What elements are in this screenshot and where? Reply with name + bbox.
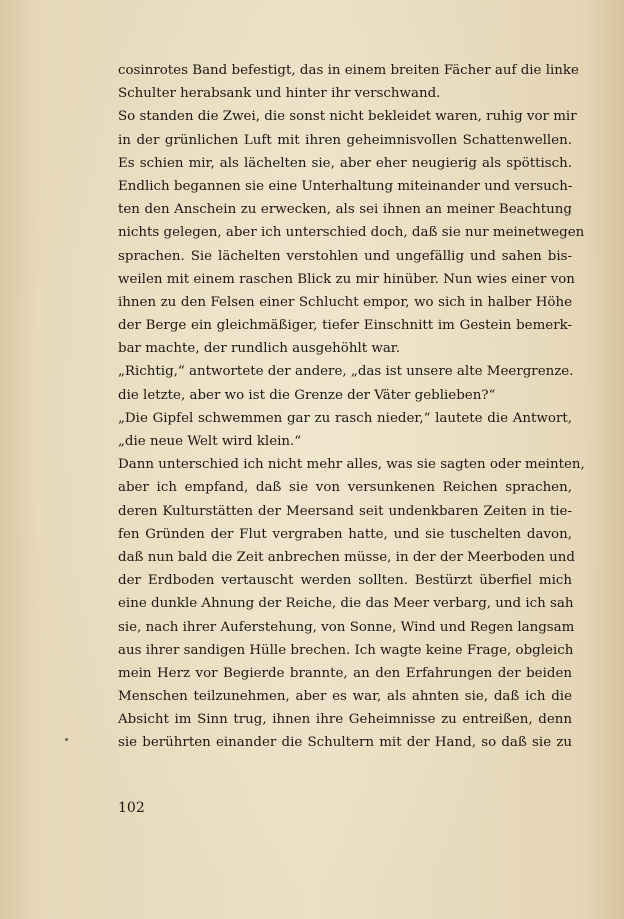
text-line: daß nun bald die Zeit anbrechen müsse, in der der Meerboden und	[118, 549, 575, 565]
text-line: „Die Gipfel schwemmen gar zu rasch nieder,“ lautete die Antwort,	[118, 410, 572, 426]
text-line: So standen die Zwei, die sonst nicht bekleidet waren, ruhig vor mir	[118, 109, 577, 125]
text-line: deren Kulturstätten der Meersand seit undenkbaren Zeiten in tie-	[118, 503, 572, 519]
text-line: Endlich begannen sie eine Unterhaltung miteinander und versuch-	[118, 178, 573, 194]
text-line: der Erdboden vertauscht werden sollten. Bestürzt überfiel mich	[118, 573, 572, 589]
text-line: weilen mit einem raschen Blick zu mir hinüber. Nun wies einer von	[118, 271, 575, 287]
text-line: Menschen teilzunehmen, aber es war, als ahnten sie, daß ich die	[118, 689, 572, 705]
text-line: aber ich empfand, daß sie von versunkenen Reichen sprachen,	[118, 480, 572, 496]
text-line: cosinrotes Band befestigt, das in einem breiten Fächer auf die linke	[118, 63, 579, 78]
text-line: „Richtig,“ antwortete der andere, „das ist unsere alte Meergrenze.	[118, 364, 574, 380]
text-line: ten den Anschein zu erwecken, als sei ihnen an meiner Beachtung	[118, 202, 572, 218]
text-line: die letzte, aber wo ist die Grenze der Väter geblieben?“	[118, 387, 496, 403]
text-line: Schulter herabsank und hinter ihr verschwand.	[118, 86, 441, 102]
text-line: Es schien mir, als lächelten sie, aber eher neugierig als spöttisch.	[118, 155, 572, 171]
page-number: 102	[118, 800, 145, 816]
text-line: ihnen zu den Felsen einer Schlucht empor, wo sich in halber Höhe	[118, 294, 572, 310]
text-line: mein Herz vor Begierde brannte, an den Erfahrungen der beiden	[118, 665, 572, 681]
text-line: eine dunkle Ahnung der Reiche, die das Meer verbarg, und ich sah	[118, 596, 574, 612]
text-line: der Berge ein gleichmäßiger, tiefer Einschnitt im Gestein bemerk-	[118, 318, 572, 334]
text-line: bar machte, der rundlich ausgehöhlt war.	[118, 341, 400, 357]
text-line: Dann unterschied ich nicht mehr alles, was sie sagten oder meinten,	[118, 457, 585, 473]
text-line: sprachen. Sie lächelten verstohlen und ungefällig und sahen bis-	[118, 248, 572, 264]
text-line: Absicht im Sinn trug, ihnen ihre Geheimnisse zu entreißen, denn	[118, 712, 572, 728]
text-line: „die neue Welt wird klein.“	[118, 434, 302, 449]
text-line: nichts gelegen, aber ich unterschied doch, daß sie nur meinetwegen	[118, 225, 585, 241]
text-line: in der grünlichen Luft mit ihren geheimnisvollen Schattenwellen.	[118, 132, 572, 148]
margin-speck	[65, 738, 68, 741]
body-text	[118, 59, 585, 755]
text-line: aus ihrer sandigen Hülle brechen. Ich wagte keine Frage, obgleich	[118, 642, 574, 658]
text-line: sie, nach ihrer Auferstehung, von Sonne, Wind und Regen langsam	[118, 619, 575, 635]
text-line: fen Gründen der Flut vergraben hatte, und sie tuschelten davon,	[118, 526, 572, 542]
text-line: sie berührten einander die Schultern mit der Hand, so daß sie zu	[118, 735, 572, 751]
